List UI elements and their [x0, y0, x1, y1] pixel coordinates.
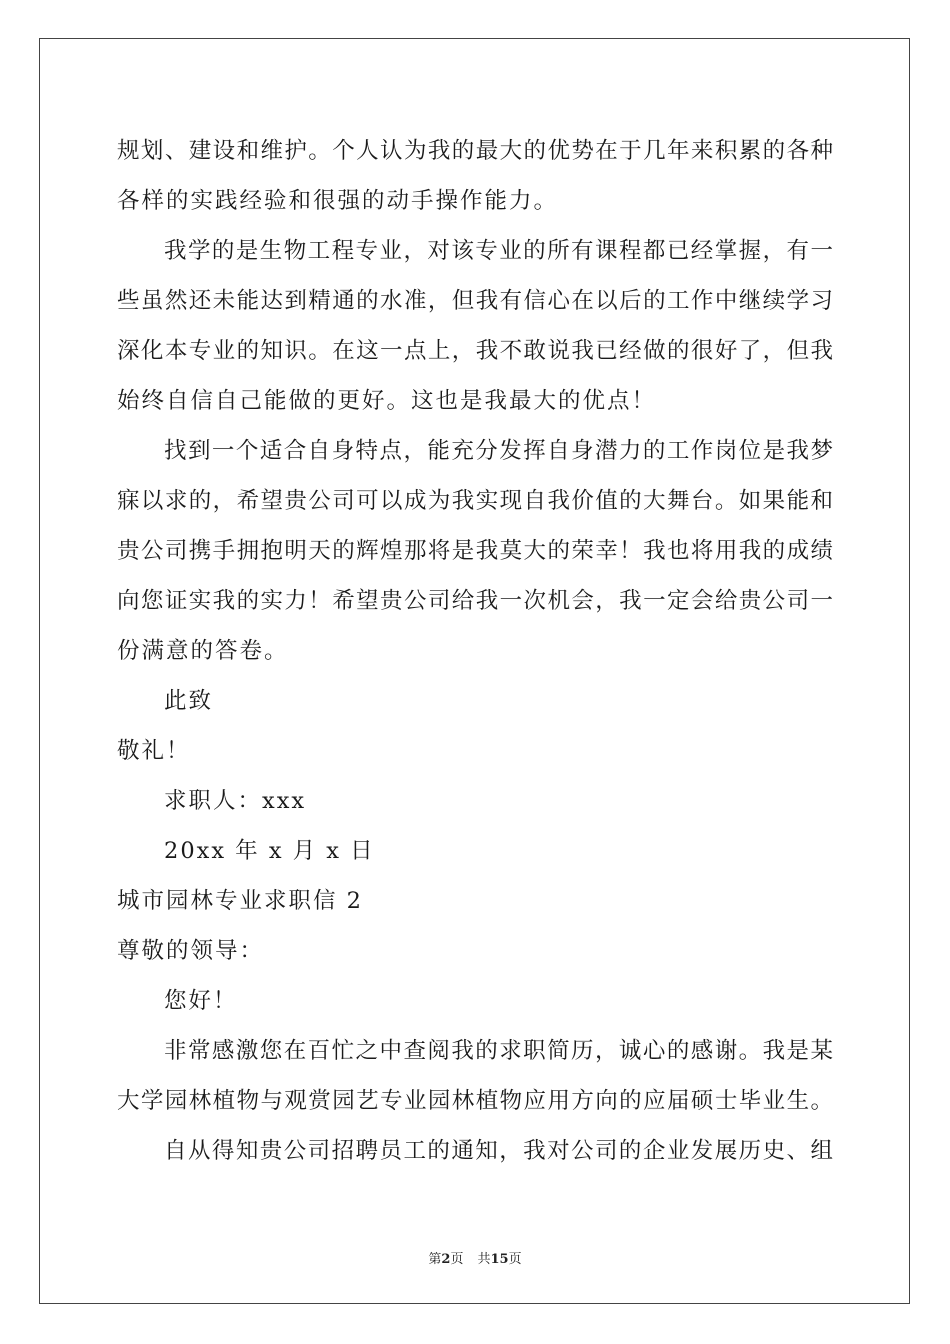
text-line: 大学园林植物与观赏园艺专业园林植物应用方向的应届硕士毕业生。 — [117, 1088, 833, 1114]
text-line: 非常感激您在百忙之中查阅我的求职简历，诚心的感谢。我是某 — [164, 1038, 833, 1064]
text-line: 各样的实践经验和很强的动手操作能力。 — [117, 188, 559, 214]
text-line: 规划、建设和维护。个人认为我的最大的优势在于几年来积累的各种 — [117, 138, 833, 164]
text-line: 我学的是生物工程专业，对该专业的所有课程都已经掌握，有一 — [164, 238, 833, 264]
signature-applicant: 求职人：xxx — [164, 788, 307, 814]
text-line: 些虽然还未能达到精通的水准，但我有信心在以后的工作中继续学习 — [117, 288, 833, 314]
greeting-recipient: 尊敬的领导： — [117, 938, 265, 964]
text-line: 向您证实我的实力！希望贵公司给我一次机会，我一定会给贵公司一 — [117, 588, 833, 614]
text-line: 找到一个适合自身特点，能充分发挥自身潜力的工作岗位是我梦 — [164, 438, 833, 464]
section-title: 城市园林专业求职信 2 — [117, 888, 363, 914]
text-line: 贵公司携手拥抱明天的辉煌那将是我莫大的荣幸！我也将用我的成绩 — [117, 538, 833, 564]
closing-respect: 敬礼！ — [117, 738, 191, 764]
text-line: 寐以求的，希望贵公司可以成为我实现自我价值的大舞台。如果能和 — [117, 488, 833, 514]
signature-date: 20xx 年 x 月 x 日 — [164, 838, 375, 864]
page-prefix: 第 — [428, 1252, 442, 1267]
page-number-total: 15 — [490, 1252, 509, 1267]
page-number-current: 2 — [441, 1252, 451, 1267]
page-footer — [0, 1248, 950, 1267]
page-suffix: 页 — [450, 1252, 464, 1267]
total-suffix: 页 — [508, 1252, 522, 1267]
document-body — [117, 126, 833, 1176]
text-line: 深化本专业的知识。在这一点上，我不敢说我已经做的很好了，但我 — [117, 338, 833, 364]
text-line: 自从得知贵公司招聘员工的通知，我对公司的企业发展历史、组 — [164, 1138, 833, 1164]
text-line: 份满意的答卷。 — [117, 638, 289, 664]
closing-salutation: 此致 — [164, 688, 214, 714]
total-prefix: 共 — [477, 1252, 491, 1267]
text-line: 始终自信自己能做的更好。这也是我最大的优点！ — [117, 388, 657, 414]
greeting: 您好！ — [164, 988, 238, 1014]
